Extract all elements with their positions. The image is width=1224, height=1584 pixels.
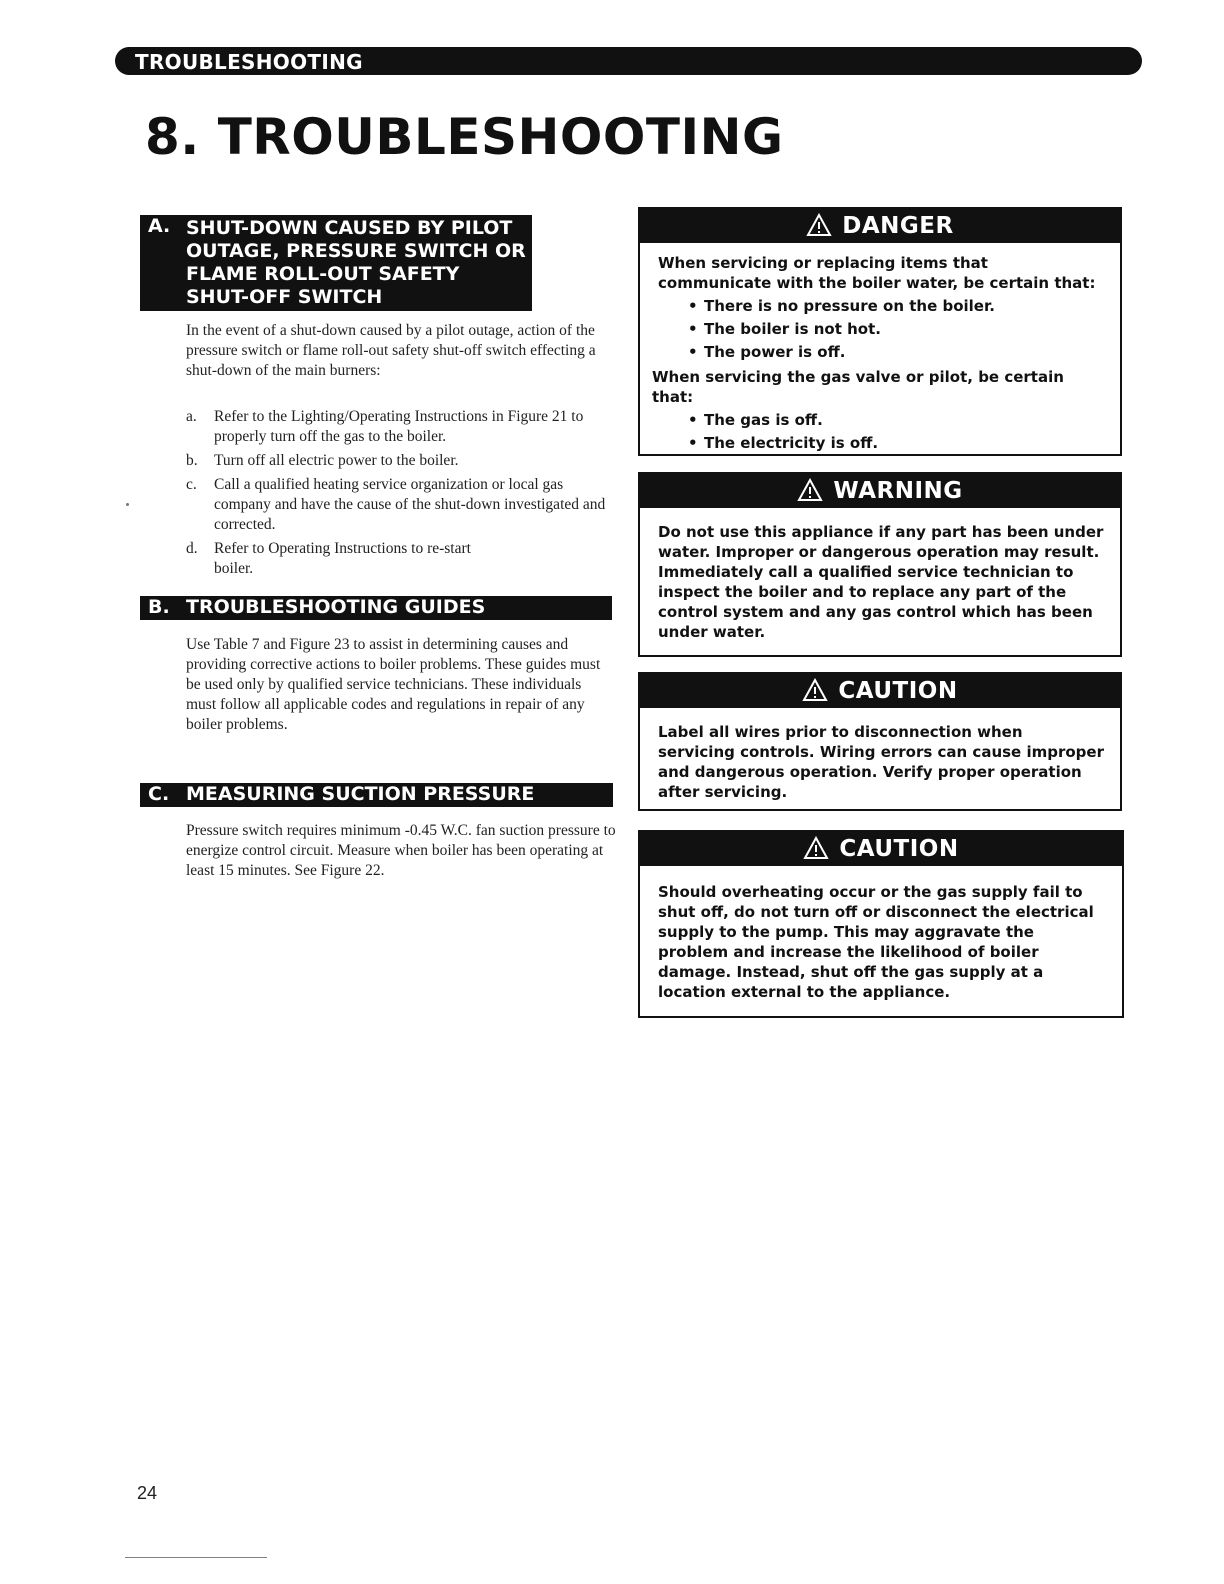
section-a-line-4: SHUT-OFF SWITCH	[186, 286, 383, 308]
caution-header-2	[640, 832, 1122, 866]
step-marker: b.	[186, 452, 198, 469]
list-item	[186, 539, 612, 579]
step-text: Call a qualified heating service organization or local gas company and have the cause of the shut-down investigated and corrected.	[214, 476, 606, 533]
list-item	[186, 475, 612, 535]
footer-rule	[125, 1557, 267, 1558]
caution-title-2: CAUTION	[839, 836, 959, 862]
section-b-body: Use Table 7 and Figure 23 to assist in determining causes and providing corrective actions to boiler problems. These guides must be used only by qualified service technicians. These individuals must follow all applicable codes and regulations in repair of any boiler problems.	[186, 636, 601, 733]
section-b-letter: B.	[148, 596, 170, 618]
warning-triangle-icon	[803, 836, 829, 860]
warning-triangle-icon	[806, 213, 832, 237]
list-item	[186, 407, 612, 447]
danger-intro-2: When servicing the gas valve or pilot, be certain that:	[652, 368, 1064, 406]
step-text: Turn off all electric power to the boiler.	[214, 452, 459, 469]
list-item: • The gas is off.	[686, 409, 1104, 432]
step-marker: a.	[186, 408, 197, 425]
list-item	[186, 451, 612, 471]
caution-header-1	[640, 674, 1120, 708]
chapter-title: 8. TROUBLESHOOTING	[145, 108, 784, 166]
list-item: • The electricity is off.	[686, 432, 1104, 455]
section-banner	[115, 47, 1142, 75]
danger-title: DANGER	[842, 213, 954, 239]
step-marker: c.	[186, 476, 197, 493]
caution-title-1: CAUTION	[838, 678, 958, 704]
caution-box-2	[638, 830, 1124, 1018]
section-c-heading	[140, 783, 613, 807]
step-text: Refer to Operating Instructions to re-start boiler.	[214, 540, 471, 577]
section-a-steps	[186, 407, 612, 583]
caution-content-2	[640, 866, 1122, 1002]
warning-triangle-icon	[797, 478, 823, 502]
page-number: 24	[137, 1483, 158, 1503]
section-c-letter: C.	[148, 783, 170, 805]
danger-intro-1: When servicing or replacing items that communicate with the boiler water, be certain that:	[658, 254, 1096, 292]
list-item: • There is no pressure on the boiler.	[686, 295, 1104, 318]
warning-text: Do not use this appliance if any part has been under water. Improper or dangerous operation may result. Immediately call a qualified service technician to inspect the boiler and to replace any part of the control system and any gas control which has been under water.	[658, 523, 1104, 641]
warning-header	[640, 474, 1120, 508]
banner-label: TROUBLESHOOTING	[135, 50, 363, 74]
danger-list-2	[658, 409, 1104, 455]
caution-text-1: Label all wires prior to disconnection when servicing controls. Wiring errors can cause improper and dangerous operation. Verify proper operation after servicing.	[658, 723, 1104, 801]
warning-box	[638, 472, 1122, 657]
warning-triangle-icon	[802, 678, 828, 702]
section-c-body: Pressure switch requires minimum -0.45 W.C. fan suction pressure to energize control circuit. Measure when boiler has been operating at least 15 minutes. See Figure 22.	[186, 822, 616, 879]
step-text: Refer to the Lighting/Operating Instructions in Figure 21 to properly turn off the gas to the boiler.	[214, 408, 584, 445]
section-b-heading	[140, 596, 612, 620]
caution-box-1	[638, 672, 1122, 811]
section-a-line-2: OUTAGE, PRESSURE SWITCH OR	[186, 240, 526, 262]
danger-content	[640, 243, 1120, 455]
list-item: • The boiler is not hot.	[686, 318, 1104, 341]
section-a-heading	[140, 215, 532, 311]
section-a-letter: A.	[148, 215, 171, 237]
warning-content	[640, 508, 1120, 642]
section-c-title: MEASURING SUCTION PRESSURE	[186, 783, 535, 805]
caution-content-1	[640, 708, 1120, 802]
step-marker: d.	[186, 540, 198, 557]
warning-title: WARNING	[833, 478, 963, 504]
section-a-intro: In the event of a shut-down caused by a pilot outage, action of the pressure switch or flame roll-out safety shut-off switch effecting a shut-down of the main burners:	[186, 322, 596, 379]
caution-text-2: Should overheating occur or the gas supply fail to shut off, do not turn off or disconnect the electrical supply to the pump. This may aggravate the problem and increase the likelihood of boiler damage. Instead, shut off the gas supply at a location external to the appliance.	[658, 883, 1094, 1001]
danger-box	[638, 207, 1122, 456]
section-b-title: TROUBLESHOOTING GUIDES	[186, 596, 486, 618]
danger-header	[640, 209, 1120, 243]
section-a-line-1: SHUT-DOWN CAUSED BY PILOT	[186, 217, 513, 239]
section-a-line-3: FLAME ROLL-OUT SAFETY	[186, 263, 460, 285]
danger-list-1	[658, 295, 1104, 364]
list-item: • The power is off.	[686, 341, 1104, 364]
scan-speck	[126, 503, 129, 506]
